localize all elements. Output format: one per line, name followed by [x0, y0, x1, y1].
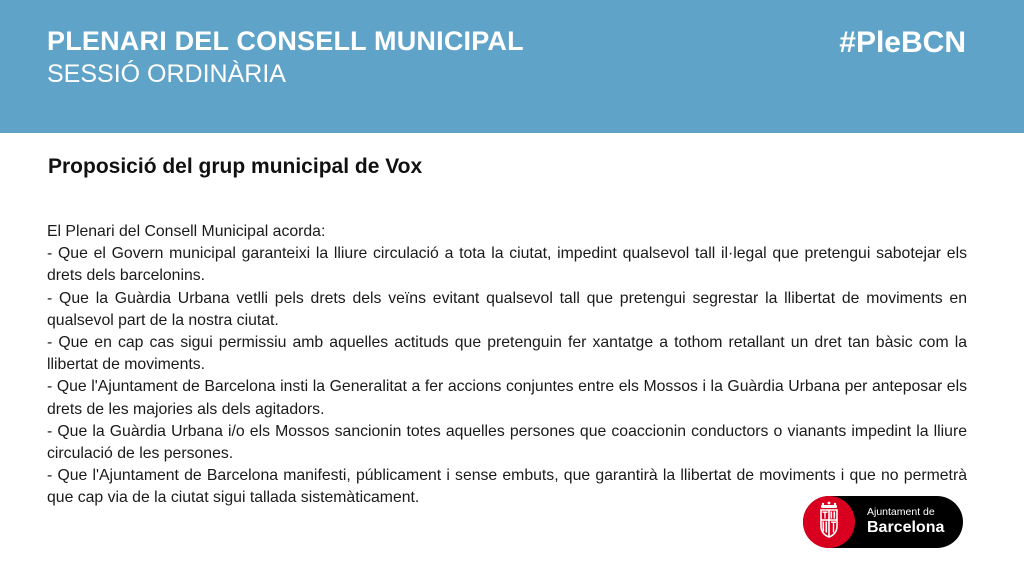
session-subtitle: SESSIÓ ORDINÀRIA	[47, 60, 286, 88]
body-paragraph: - Que l'Ajuntament de Barcelona insti la Generalitat a fer accions conjuntes entre els Mossos i la Guàrdia Urbana per anteposar els drets de les majories als dels agitadors.	[47, 378, 967, 418]
body-paragraph: - Que el Govern municipal garanteixi la lliure circulació a tota la ciutat, impedint qualsevol tall il·legal que pretengui sabotejar els drets dels barcelonins.	[47, 245, 967, 285]
body-paragraph: El Plenari del Consell Municipal acorda:	[47, 223, 326, 240]
proposition-title: Proposició del grup municipal de Vox	[48, 155, 423, 178]
body-paragraph: - Que en cap cas sigui permissiu amb aquelles actituds que pretenguin fer xantatge a tothom retallant un dret tan bàsic com la llibertat de moviments.	[47, 334, 967, 374]
body-paragraph: - Que la Guàrdia Urbana vetlli pels drets dels veïns evitant qualsevol tall que pretengui segrestar la llibertat de moviments en qualsevol part de la nostra ciutat.	[47, 289, 967, 329]
proposition-body	[47, 221, 967, 510]
barcelona-coat-of-arms-icon	[803, 496, 855, 548]
logo-text-line2: Barcelona	[867, 519, 945, 536]
logo-text-line1: Ajuntament de	[867, 506, 935, 518]
body-paragraph: - Que la Guàrdia Urbana i/o els Mossos sancionin totes aquelles persones que coaccionin conductors o vianants impedint la lliure circulació de les persones.	[47, 422, 967, 463]
header-banner	[0, 0, 1024, 133]
hashtag: #PleBCN	[839, 26, 966, 59]
ajuntament-logo	[803, 496, 963, 548]
body-paragraph: - Que l'Ajuntament de Barcelona manifesti, públicament i sense embuts, que garantirà la llibertat de moviments i que no permetrà que cap via de la ciutat sigui tallada sistemàticament.	[47, 467, 967, 507]
session-title: PLENARI DEL CONSELL MUNICIPAL	[47, 26, 524, 56]
